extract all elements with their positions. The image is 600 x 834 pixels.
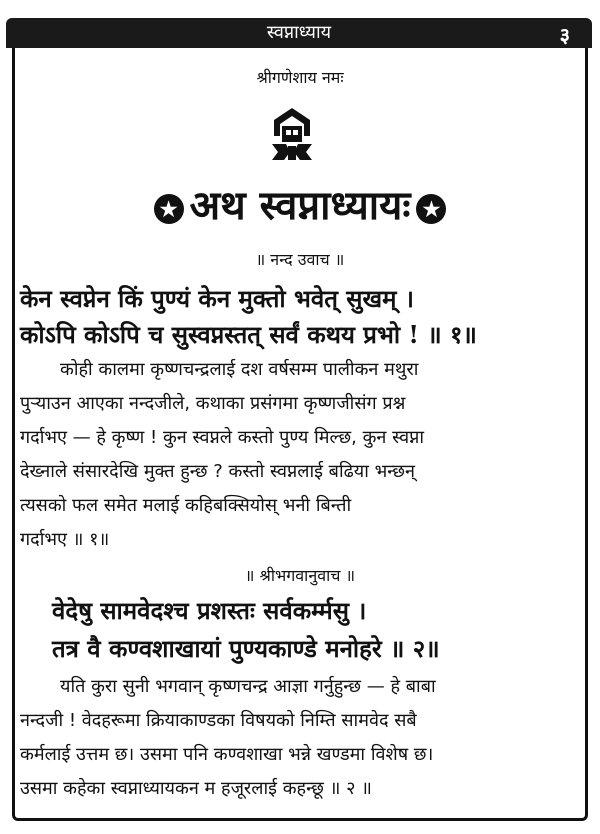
commentary-line: गर्दाभए ॥ १॥ bbox=[20, 529, 110, 550]
invocation-line: श्रीगणेशाय नमः bbox=[256, 68, 344, 87]
verse-line: कोऽपि कोऽपि च सुस्वप्नस्तत् सर्वं कथय प्रभो ! ॥ १॥ bbox=[20, 320, 477, 349]
commentary-line: यति कुरा सुनी भगवान् कृष्णचन्द्र आज्ञा गर्नुहुन्छ — हे बाबा bbox=[60, 676, 436, 697]
commentary-line: त्यसको फल समेत मलाई कहिबक्सियोस् भनी बिन्ती bbox=[20, 495, 352, 516]
speaker-bhagavan: ॥ श्रीभगवानुवाच ॥ bbox=[244, 566, 356, 585]
running-title: स्वप्नाध्याय bbox=[266, 22, 332, 43]
verse-line: केन स्वप्नेन किं पुण्यं केन मुक्तो भवेत् सुखम् । bbox=[20, 284, 414, 313]
page-number: ३ bbox=[559, 23, 570, 47]
verse-line: तत्र वै कण्वशाखायां पुण्यकाण्डे मनोहरे ॥ २॥ bbox=[52, 634, 440, 663]
commentary-line: नन्दजी ! वेदहरूमा क्रियाकाण्डका विषयको निम्ति सामवेद सबै bbox=[20, 710, 417, 731]
commentary-line: गर्दाभए — हे कृष्ण ! कुन स्वप्नले कस्तो पुण्य मिल्छ, कुन स्वप्ना bbox=[20, 427, 425, 448]
commentary-line: पुऱ्याउन आएका नन्दजीले, कथाका प्रसंगमा कृष्णजीसंग प्रश्न bbox=[20, 393, 406, 414]
commentary-line: कर्मलाई उत्तम छ। उसमा पनि कण्वशाखा भन्ने खण्डमा विशेष छ। bbox=[20, 744, 434, 765]
speaker-nanda: ॥ नन्द उवाच ॥ bbox=[255, 250, 345, 269]
chapter-title: अथ स्वप्नाध्यायः bbox=[189, 182, 411, 229]
verse-line: वेदेषु सामवेदश्च प्रशस्तः सर्वकर्म्मसु । bbox=[52, 596, 367, 625]
ganesha-emblem-icon bbox=[266, 106, 318, 162]
commentary-line: कोही कालमा कृष्णचन्द्रलाई दश वर्षसम्म पालीकन मथुरा bbox=[60, 359, 419, 380]
commentary-line: उसमा कहेका स्वप्नाध्यायकन म हजूरलाई कहन्छू ॥ २ ॥ bbox=[20, 778, 372, 799]
chapter-title-row bbox=[0, 176, 600, 231]
star-right-icon: ★ bbox=[416, 194, 446, 224]
star-left-icon: ★ bbox=[154, 194, 184, 224]
page-header bbox=[6, 18, 592, 48]
commentary-line: देख्नाले संसारदेखि मुक्त हुन्छ ? कस्तो स्वप्नलाई बढिया भन्छन् bbox=[20, 461, 415, 482]
